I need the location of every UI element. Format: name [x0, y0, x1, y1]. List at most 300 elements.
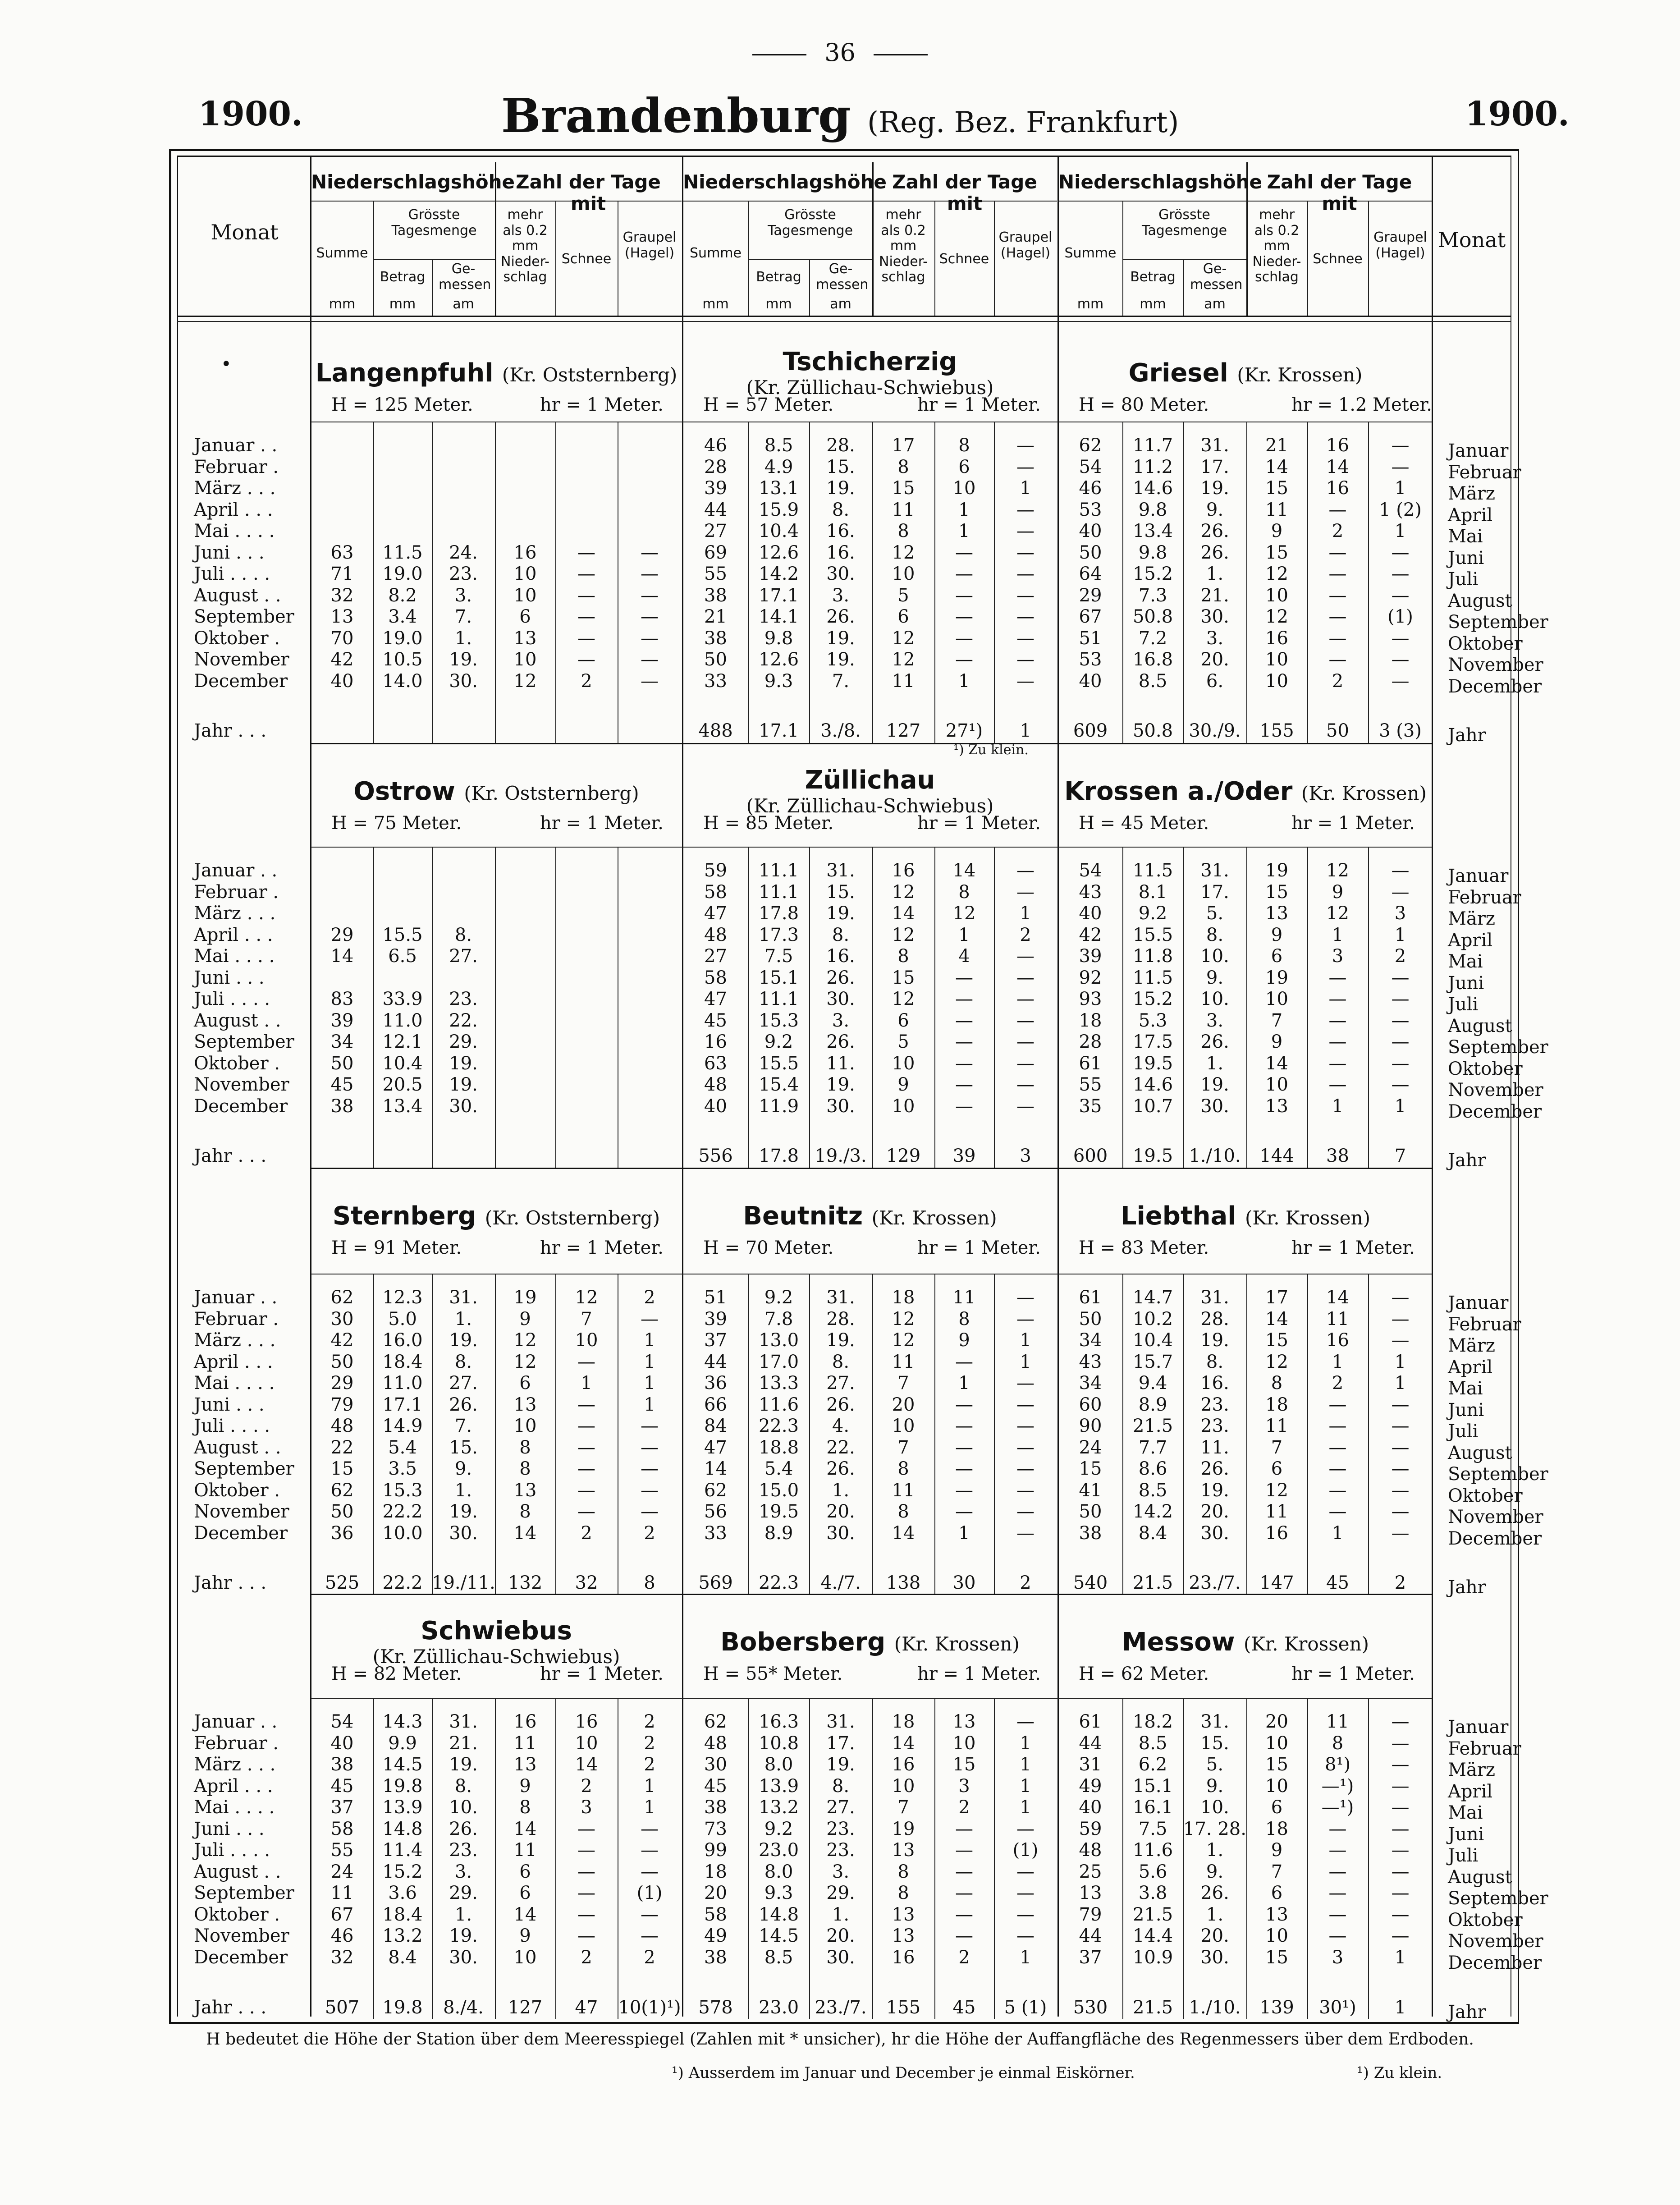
header-gemessen-unit-2: am	[1204, 296, 1226, 312]
table-cell: 6	[519, 606, 531, 627]
table-cell: 34	[330, 1031, 354, 1052]
station-height: H = 75 Meter.	[331, 813, 462, 834]
header-betrag-unit-2: mm	[1140, 296, 1166, 312]
month-label: März . . .	[194, 478, 276, 499]
table-cell: 11.1	[758, 881, 799, 903]
table-cell: 15.	[826, 456, 855, 477]
jahr-cell: 139	[1259, 1997, 1294, 2018]
table-cell: —	[955, 1818, 973, 1839]
table-cell: 8	[958, 1308, 970, 1329]
table-cell: 14	[513, 1522, 537, 1544]
page-title: Brandenburg (Reg. Bez. Frankfurt)	[501, 88, 1179, 143]
month-label: Oktober .	[194, 1904, 280, 1925]
table-cell: —	[1391, 1437, 1410, 1458]
table-cell: 8.9	[764, 1522, 793, 1544]
table-cell: 54	[330, 1711, 354, 1732]
month-label-right: Januar	[1448, 440, 1509, 461]
table-cell: 45	[330, 1775, 354, 1797]
table-cell: 17.	[826, 1733, 855, 1754]
table-cell: 6	[958, 456, 970, 477]
table-cell: 28.	[826, 1308, 855, 1329]
table-cell: 38	[330, 1754, 354, 1775]
table-cell: 9.	[1206, 967, 1224, 988]
jahr-label-right: Jahr	[1448, 2002, 1486, 2022]
table-cell: —	[1328, 1925, 1347, 1946]
table-cell: 14	[1326, 456, 1349, 477]
jahr-cell: 155	[886, 1997, 921, 2018]
table-cell: 21.5	[1132, 1416, 1173, 1436]
table-cell: 46	[1079, 478, 1102, 499]
table-cell: 19	[513, 1287, 537, 1308]
month-label-right: September	[1448, 1888, 1548, 1909]
table-cell: 13	[1265, 903, 1288, 924]
table-cell: 49	[704, 1925, 727, 1946]
table-cell: 5.6	[1138, 1861, 1167, 1882]
table-cell: 6	[519, 1883, 531, 1903]
table-cell: —	[1328, 499, 1347, 520]
table-cell: 64	[1079, 564, 1102, 584]
header-graupel-1: Graupel (Hagel)	[998, 229, 1053, 261]
table-cell: —	[577, 628, 595, 649]
table-cell: —	[955, 1053, 973, 1074]
table-cell: 13	[513, 1394, 537, 1415]
table-cell: 19.	[826, 478, 855, 499]
month-label: April . . .	[194, 1351, 273, 1372]
month-label: August . .	[194, 1861, 281, 1882]
table-cell: 56	[704, 1501, 727, 1522]
station-kreis: (Kr. Züllichau-Schwiebus)	[746, 376, 994, 399]
header-schnee-0: Schnee	[561, 251, 612, 267]
table-cell: 24	[330, 1861, 354, 1882]
table-cell: 7	[1271, 1010, 1283, 1031]
table-cell: 14	[1265, 1308, 1288, 1329]
table-cell: 8.	[454, 1775, 472, 1797]
table-cell: 37	[1079, 1947, 1102, 1968]
table-cell: 15.7	[1132, 1351, 1173, 1372]
station-kreis: (Kr. Krossen)	[1244, 1633, 1369, 1655]
table-cell: 16	[1326, 435, 1349, 456]
table-cell: 12	[892, 924, 915, 945]
station-name	[683, 1627, 1057, 1657]
table-cell: —	[577, 1458, 595, 1479]
table-cell: 62	[704, 1711, 727, 1732]
table-cell: —	[1391, 1330, 1410, 1351]
table-cell: 11.1	[758, 860, 799, 881]
table-cell: —	[577, 1501, 595, 1522]
table-cell: 34	[1079, 1373, 1102, 1394]
data-col-line	[555, 847, 556, 1168]
table-cell: 59	[1079, 1818, 1102, 1839]
table-cell: 15.1	[758, 967, 799, 988]
table-cell: 58	[704, 1904, 727, 1925]
table-cell: —	[1391, 1754, 1410, 1775]
table-cell: 12	[892, 881, 915, 903]
table-cell: 15	[1079, 1458, 1102, 1479]
month-label: November	[194, 1925, 289, 1946]
table-cell: 20	[1265, 1711, 1288, 1732]
table-cell: —	[1391, 1883, 1410, 1903]
station-name-text: Messow	[1122, 1627, 1235, 1657]
table-cell: 26.	[826, 1394, 855, 1415]
station-name-text: Sternberg	[332, 1201, 476, 1231]
table-cell: 63	[330, 542, 354, 563]
jahr-cell: 45	[1326, 1572, 1349, 1593]
table-cell: 18	[892, 1711, 915, 1732]
month-label: Februar .	[194, 456, 279, 477]
table-cell: 1	[1394, 521, 1406, 541]
table-cell: 16.3	[758, 1711, 799, 1732]
table-cell: 1.	[1206, 1904, 1224, 1925]
header-zahl-tage-1: Zahl der Tage mit	[892, 171, 1037, 215]
table-cell: —	[1016, 1096, 1035, 1117]
table-cell: 44	[704, 499, 727, 520]
table-cell: 11	[513, 1733, 537, 1754]
table-cell: 17. 28.	[1183, 1818, 1246, 1839]
table-cell: 11.8	[1132, 946, 1173, 967]
table-cell: 1	[1332, 1522, 1344, 1544]
table-cell: —	[1328, 1861, 1347, 1882]
table-cell: 47	[704, 989, 727, 1009]
header-groesste-2: Grösste Tagesmenge	[1141, 207, 1227, 238]
table-cell: 11	[513, 1840, 537, 1861]
table-cell: —	[955, 1925, 973, 1946]
table-cell: 18	[1265, 1818, 1288, 1839]
page-number: 36	[0, 38, 1680, 67]
table-cell: —	[955, 1010, 973, 1031]
table-cell: 9	[1271, 1840, 1283, 1861]
table-cell: —	[1391, 1480, 1410, 1501]
table-cell: 92	[1079, 967, 1102, 988]
table-cell: 8.	[454, 924, 472, 945]
table-cell: 22.	[449, 1010, 478, 1031]
table-cell: 10.4	[758, 521, 799, 541]
table-cell: 26.	[1200, 542, 1229, 563]
table-cell: 10	[892, 1775, 915, 1797]
month-label-right: November	[1448, 1931, 1543, 1952]
table-cell: 50	[330, 1501, 354, 1522]
station-name: Schwiebus	[421, 1616, 572, 1646]
table-cell: 19.	[826, 1074, 855, 1095]
table-cell: 6	[897, 606, 909, 627]
table-cell: 17.1	[382, 1394, 423, 1415]
header-betrag-1: Betrag	[756, 269, 801, 285]
table-cell: 39	[330, 1010, 354, 1031]
table-cell: 50	[330, 1351, 354, 1372]
table-cell: 26.	[826, 606, 855, 627]
table-cell: 17	[1265, 1287, 1288, 1308]
table-cell: —	[577, 564, 595, 584]
table-cell: 9	[958, 1330, 970, 1351]
table-cell: 19.	[449, 1501, 478, 1522]
header-line-b-1	[748, 259, 872, 260]
table-cell: 8	[519, 1797, 531, 1818]
table-cell: 30.	[449, 1947, 478, 1968]
table-cell: —	[1391, 989, 1410, 1009]
table-cell: 12	[1326, 860, 1349, 881]
table-cell: —	[1391, 1711, 1410, 1732]
month-label-right: März	[1448, 1335, 1495, 1356]
table-cell: 15.5	[382, 924, 423, 945]
table-cell: 19.	[449, 649, 478, 670]
table-cell: 5.0	[388, 1308, 417, 1329]
station-name: Tschicherzig	[783, 347, 957, 376]
month-label: Oktober .	[194, 1480, 280, 1501]
table-cell: 8	[897, 521, 909, 541]
table-cell: 54	[1079, 456, 1102, 477]
table-cell: 18.4	[382, 1351, 423, 1372]
table-cell: 3	[958, 1775, 970, 1797]
table-cell: 13.9	[382, 1797, 423, 1818]
table-cell: 46	[704, 435, 727, 456]
footnote-left: ¹) Ausserdem im Januar und December je einmal Eiskörner.	[672, 2064, 1135, 2082]
month-label-right: Februar	[1448, 1738, 1521, 1759]
table-cell: 10	[575, 1733, 598, 1754]
header-v-schnee-1	[994, 201, 995, 316]
table-cell: 38	[330, 1096, 354, 1117]
table-cell: 19.5	[758, 1501, 799, 1522]
table-cell: 49	[1079, 1775, 1102, 1797]
table-cell: 1.	[832, 1904, 850, 1925]
table-cell: 15.5	[1132, 924, 1173, 945]
header-summe-0: Summe	[316, 245, 368, 261]
month-label: April . . .	[194, 499, 273, 520]
table-cell: 10	[1265, 1074, 1288, 1095]
table-cell: —	[641, 1458, 659, 1479]
table-cell: 26.	[1200, 521, 1229, 541]
table-cell: 10	[1265, 649, 1288, 670]
table-cell: 19.	[826, 903, 855, 924]
table-cell: 12.6	[758, 542, 799, 563]
table-cell: —	[577, 1818, 595, 1839]
table-cell: 10.9	[1132, 1947, 1173, 1968]
table-cell: 15.4	[758, 1074, 799, 1095]
table-cell: 30.	[1200, 1096, 1229, 1117]
table-cell: 34	[1079, 1330, 1102, 1351]
station-name	[311, 358, 682, 388]
table-cell: —	[1391, 1053, 1410, 1074]
station-name	[1058, 777, 1433, 806]
month-label-right: November	[1448, 1507, 1543, 1527]
table-cell: 12.3	[382, 1287, 423, 1308]
table-cell: —	[577, 542, 595, 563]
table-cell: 14.1	[758, 606, 799, 627]
table-cell: 13.2	[758, 1797, 799, 1818]
table-cell: —	[955, 967, 973, 988]
table-cell: 2	[644, 1711, 655, 1732]
table-cell: 11	[952, 1287, 976, 1308]
jahr-cell: 50.8	[1132, 720, 1173, 741]
table-cell: 19.	[1200, 478, 1229, 499]
header-gemessen-0: Ge- messen	[439, 261, 491, 293]
table-cell: 29	[1079, 585, 1102, 606]
table-cell: —	[1328, 649, 1347, 670]
table-cell: —	[1391, 564, 1410, 584]
table-cell: —	[1328, 1437, 1347, 1458]
table-cell: 13	[952, 1711, 976, 1732]
header-graupel-2: Graupel (Hagel)	[1373, 229, 1427, 261]
table-cell: 8	[897, 1861, 909, 1882]
table-cell: —	[1016, 1373, 1035, 1394]
month-label-right: Oktober	[1448, 1485, 1523, 1506]
table-cell: 12	[1265, 606, 1288, 627]
header-betrag-unit-1: mm	[765, 296, 792, 312]
table-cell: 6.2	[1138, 1754, 1167, 1775]
table-cell: 55	[330, 1840, 354, 1861]
table-cell: 30.	[826, 989, 855, 1009]
table-cell: 13.4	[1132, 521, 1173, 541]
month-label-right: Juli	[1448, 994, 1479, 1015]
station-name-text: Langenpfuhl	[315, 358, 494, 388]
table-cell: —	[1391, 1416, 1410, 1436]
table-cell: 19.0	[382, 628, 423, 649]
table-cell: 11.6	[1132, 1840, 1173, 1861]
station-gauge-height: hr = 1.2 Meter.	[1291, 394, 1432, 415]
table-cell: —	[955, 1904, 973, 1925]
table-cell: 15.1	[1132, 1775, 1173, 1797]
table-cell: 22.3	[758, 1416, 799, 1436]
table-cell: 1	[644, 1775, 655, 1797]
table-cell: 53	[1079, 649, 1102, 670]
month-label-right: Juli	[1448, 1421, 1479, 1442]
table-cell: 15	[892, 967, 915, 988]
table-cell: 16	[892, 1754, 915, 1775]
table-cell: —	[1016, 521, 1035, 541]
jahr-cell: 132	[508, 1572, 543, 1593]
table-cell: —	[955, 628, 973, 649]
table-cell: 7.8	[764, 1308, 793, 1329]
table-cell: 25	[1079, 1861, 1102, 1882]
jahr-cell: 23./7.	[815, 1997, 867, 2018]
table-cell: 50.8	[1132, 606, 1173, 627]
table-cell: 59	[704, 860, 727, 881]
table-cell: 40	[1079, 903, 1102, 924]
table-cell: 14	[513, 1818, 537, 1839]
station-kreis: (Kr. Krossen)	[894, 1633, 1020, 1655]
table-cell: 1	[644, 1394, 655, 1415]
table-cell: 3	[1394, 903, 1406, 924]
table-cell: —	[577, 1904, 595, 1925]
table-cell: (1)	[1012, 1840, 1039, 1861]
table-cell: 3.	[454, 585, 472, 606]
table-cell: 2	[644, 1733, 655, 1754]
month-label-right: Juni	[1448, 972, 1484, 994]
jahr-label: Jahr . . .	[194, 1572, 267, 1593]
table-cell: —	[1391, 1904, 1410, 1925]
month-label-right: Mai	[1448, 1802, 1483, 1823]
table-cell: 10.7	[1132, 1096, 1173, 1117]
table-cell: —	[641, 606, 659, 627]
table-cell: —	[955, 989, 973, 1009]
table-cell: 9.2	[764, 1031, 793, 1052]
table-cell: 50	[330, 1053, 354, 1074]
table-cell: —	[1328, 1416, 1347, 1436]
table-cell: 17.8	[758, 903, 799, 924]
table-cell: 10	[513, 585, 537, 606]
table-cell: 1	[1020, 1797, 1031, 1818]
table-cell: 19	[1265, 860, 1288, 881]
table-cell: 1	[1394, 1373, 1406, 1394]
table-cell: 10	[1265, 1925, 1288, 1946]
month-label-right: Februar	[1448, 887, 1521, 908]
table-cell: 13	[330, 606, 354, 627]
month-header-left: Monat	[211, 220, 279, 244]
table-cell: 69	[704, 542, 727, 563]
table-cell: 14.6	[1132, 478, 1173, 499]
jahr-cell: 19.5	[1132, 1146, 1173, 1166]
table-cell: 19.8	[382, 1775, 423, 1797]
table-cell: —	[1016, 1074, 1035, 1095]
table-cell: 44	[704, 1351, 727, 1372]
table-cell: 15.	[449, 1437, 478, 1458]
jahr-label: Jahr . . .	[194, 720, 267, 741]
month-label: Mai . . . .	[194, 946, 275, 967]
jahr-cell: 17.8	[758, 1146, 799, 1166]
table-cell: 31.	[1200, 860, 1229, 881]
table-cell: —	[955, 606, 973, 627]
month-label: December	[194, 670, 288, 692]
header-mehr-als-0: mehr als 0.2 mm Nieder- schlag	[501, 207, 549, 285]
table-cell: 19.	[449, 1074, 478, 1095]
station-gauge-height: hr = 1 Meter.	[1291, 1664, 1415, 1684]
station-kreis: (Kr. Oststernberg)	[464, 782, 639, 804]
table-cell: —	[577, 1394, 595, 1415]
table-cell: 2	[644, 1287, 655, 1308]
header-betrag-0: Betrag	[380, 269, 426, 285]
table-cell: 1	[958, 1373, 970, 1394]
table-cell: 14	[330, 946, 354, 967]
table-cell: 30.	[1200, 606, 1229, 627]
station-height: H = 91 Meter.	[331, 1238, 462, 1258]
table-cell: 79	[330, 1394, 354, 1415]
table-cell: 46	[330, 1925, 354, 1946]
table-cell: 17.	[1200, 456, 1229, 477]
month-label: December	[194, 1947, 288, 1968]
table-cell: 1.	[454, 628, 472, 649]
table-cell: 48	[704, 1733, 727, 1754]
table-cell: 30.	[826, 1096, 855, 1117]
table-cell: 9.2	[1138, 903, 1167, 924]
table-cell: —	[1391, 1308, 1410, 1329]
table-cell: —	[1016, 1458, 1035, 1479]
station-kreis: (Kr. Krossen)	[1237, 364, 1363, 386]
table-cell: —	[955, 1501, 973, 1522]
station-height: H = 62 Meter.	[1079, 1664, 1209, 1684]
table-cell: 9.2	[764, 1818, 793, 1839]
table-cell: —	[641, 564, 659, 584]
table-cell: 7.	[454, 1416, 472, 1436]
table-cell: —	[577, 1437, 595, 1458]
station-gauge-height: hr = 1 Meter.	[917, 813, 1041, 834]
table-cell: 15.3	[382, 1480, 423, 1501]
table-cell: 10.4	[382, 1053, 423, 1074]
month-label: März . . .	[194, 1330, 276, 1351]
table-cell: 14	[704, 1458, 727, 1479]
table-cell: —	[955, 649, 973, 670]
table-cell: —	[1391, 1287, 1410, 1308]
table-cell: 36	[704, 1373, 727, 1394]
month-label-right: Januar	[1448, 1717, 1509, 1737]
table-cell: 8.2	[388, 585, 417, 606]
table-cell: 40	[1079, 670, 1102, 692]
table-cell: 10.5	[382, 649, 423, 670]
table-cell: 27	[704, 521, 727, 541]
station-height: H = 80 Meter.	[1079, 394, 1209, 415]
table-cell: 19.0	[382, 564, 423, 584]
month-label: Juli . . . .	[194, 989, 270, 1009]
table-cell: 5.4	[388, 1437, 417, 1458]
table-cell: 29	[330, 1373, 354, 1394]
month-label: März . . .	[194, 903, 276, 924]
